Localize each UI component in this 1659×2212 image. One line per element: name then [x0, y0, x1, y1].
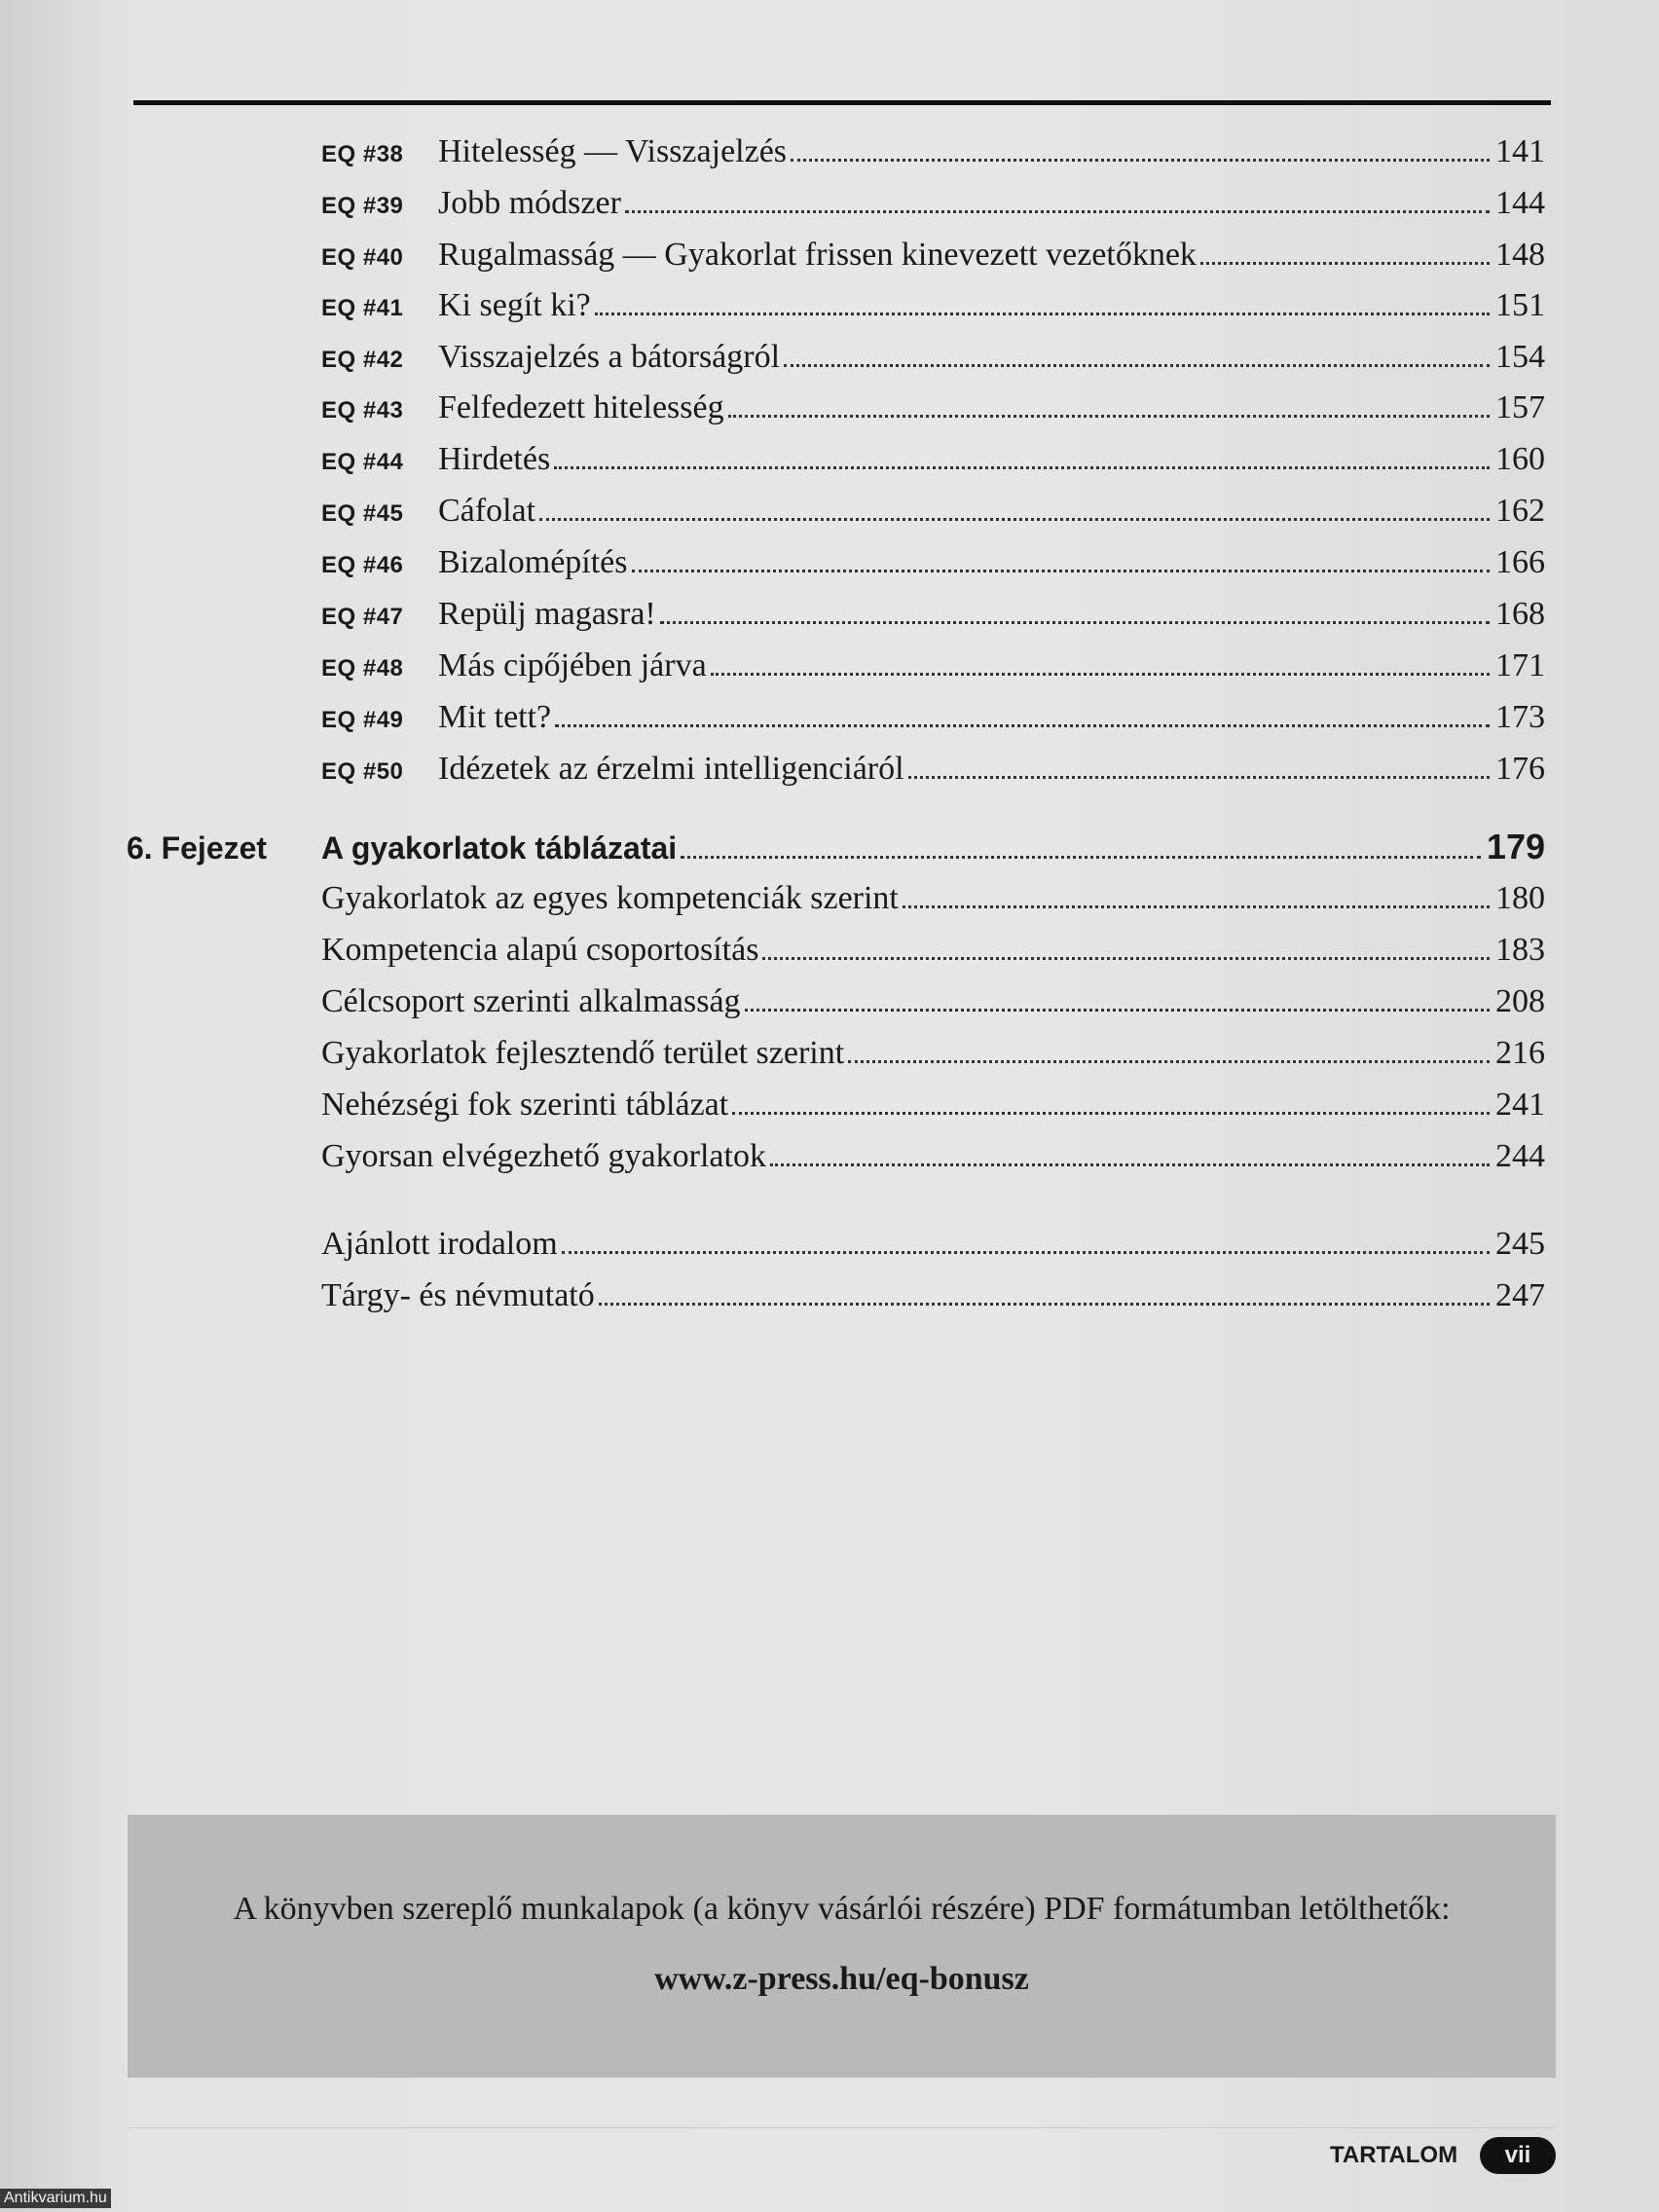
toc-entry [321, 1087, 1545, 1124]
watermark: Antikvarium.hu [0, 2189, 111, 2208]
leader-dots [791, 159, 1490, 162]
entry-title: Tárgy- és névmutató [321, 1277, 595, 1313]
entry-page: 241 [1495, 1087, 1545, 1123]
leader-dots [762, 957, 1490, 960]
leader-dots [632, 570, 1490, 572]
eq-label: EQ #50 [321, 758, 404, 785]
eq-label: EQ #44 [321, 449, 404, 475]
entry-title: Gyakorlatok fejlesztendő terület szerint [321, 1035, 845, 1071]
toc-entry [438, 699, 1545, 736]
entry-title: Kompetencia alapú csoportosítás [321, 932, 759, 968]
entry-page: 244 [1495, 1138, 1545, 1174]
leader-dots [539, 518, 1490, 521]
entry-page: 183 [1495, 932, 1545, 968]
leader-dots [732, 1112, 1490, 1115]
leader-dots [625, 210, 1490, 213]
leader-dots [562, 1251, 1490, 1254]
toc-entry [321, 1277, 1545, 1314]
entry-page: 154 [1495, 339, 1545, 375]
toc-entry [438, 185, 1545, 222]
leader-dots [711, 673, 1490, 676]
chapter-entry [321, 827, 1545, 867]
entry-page: 162 [1495, 493, 1545, 529]
toc-entry [438, 237, 1545, 274]
leader-dots [1200, 262, 1490, 265]
eq-label: EQ #38 [321, 141, 404, 167]
entry-title: Repülj magasra! [438, 596, 656, 632]
entry-title: Gyakorlatok az egyes kompetenciák szerint [321, 880, 899, 916]
entry-page: 171 [1495, 647, 1545, 683]
toc-entry [438, 287, 1545, 324]
download-url[interactable]: www.z-press.hu/eq-bonusz [654, 1961, 1029, 1997]
leader-dots [555, 724, 1490, 727]
entry-page: 166 [1495, 544, 1545, 580]
eq-label: EQ #48 [321, 655, 404, 682]
eq-label: EQ #47 [321, 604, 404, 630]
entry-page: 148 [1495, 237, 1545, 273]
toc-entry [438, 441, 1545, 478]
entry-title: Felfedezett hitelesség [438, 389, 724, 425]
chapter-page: 179 [1486, 827, 1545, 866]
entry-page: 168 [1495, 596, 1545, 632]
entry-page: 151 [1495, 287, 1545, 323]
toc-entry [321, 1138, 1545, 1175]
entry-title: Jobb módszer [438, 185, 621, 221]
toc-entry [438, 133, 1545, 170]
entry-title: Mit tett? [438, 699, 552, 735]
toc-entry [321, 983, 1545, 1020]
entry-page: 157 [1495, 389, 1545, 425]
toc-entry [321, 1226, 1545, 1263]
leader-dots [599, 1303, 1490, 1306]
eq-label: EQ #41 [321, 295, 404, 321]
info-text: A könyvben szereplő munkalapok (a könyv vásárlói részére) PDF formátumban letölthetők: [233, 1891, 1451, 1927]
entry-title: Ki segít ki? [438, 287, 591, 323]
entry-title: Idézetek az érzelmi intelligenciáról [438, 751, 904, 787]
entry-title: Rugalmasság — Gyakorlat frissen kinevezett vezetőknek [438, 237, 1197, 273]
eq-label: EQ #43 [321, 397, 404, 424]
eq-label: EQ #42 [321, 347, 404, 373]
leader-dots [908, 776, 1490, 779]
entry-title: Gyorsan elvégezhető gyakorlatok [321, 1138, 766, 1174]
leader-dots [728, 415, 1490, 418]
page-number-badge: vii [1480, 2137, 1556, 2174]
entry-page: 144 [1495, 185, 1545, 221]
eq-label: EQ #40 [321, 244, 404, 271]
entry-title: Visszajelzés a bátorságról [438, 339, 781, 375]
eq-label: EQ #49 [321, 707, 404, 733]
entry-title: Bizalomépítés [438, 544, 628, 580]
entry-title: Hitelesség — Visszajelzés [438, 133, 788, 169]
entry-page: 247 [1495, 1277, 1545, 1313]
chapter-title: A gyakorlatok táblázatai [321, 830, 678, 866]
top-rule [133, 100, 1551, 105]
entry-page: 160 [1495, 441, 1545, 477]
footer-section-label: TARTALOM [1330, 2142, 1458, 2168]
leader-dots [660, 621, 1490, 624]
leader-dots [554, 466, 1490, 469]
entry-page: 216 [1495, 1035, 1545, 1071]
entry-title: Más cipőjében járva [438, 647, 707, 683]
entry-page: 208 [1495, 983, 1545, 1019]
leader-dots [681, 856, 1481, 859]
eq-label: EQ #46 [321, 552, 404, 578]
leader-dots [784, 364, 1490, 367]
entry-page: 245 [1495, 1226, 1545, 1262]
entry-page: 173 [1495, 699, 1545, 735]
toc-entry [438, 339, 1545, 376]
toc-entry [438, 751, 1545, 788]
leader-dots [595, 313, 1490, 315]
toc-entry [321, 1035, 1545, 1072]
toc-entry [438, 544, 1545, 581]
download-info-box [128, 1815, 1556, 2078]
toc-entry [438, 647, 1545, 684]
toc-entry [438, 389, 1545, 426]
entry-title: Célcsoport szerinti alkalmasság [321, 983, 741, 1019]
leader-dots [848, 1060, 1490, 1063]
entry-title: Cáfolat [438, 493, 536, 529]
eq-label: EQ #39 [321, 193, 404, 219]
toc-entry [438, 493, 1545, 530]
eq-label: EQ #45 [321, 500, 404, 527]
leader-dots [903, 905, 1490, 908]
entry-page: 176 [1495, 751, 1545, 787]
footer-rule [128, 2127, 1556, 2128]
chapter-label: 6. Fejezet [127, 830, 268, 866]
leader-dots [770, 1163, 1490, 1166]
leader-dots [745, 1009, 1490, 1012]
entry-title: Nehézségi fok szerinti táblázat [321, 1087, 729, 1123]
entry-page: 141 [1495, 133, 1545, 169]
entry-title: Hirdetés [438, 441, 551, 477]
toc-entry [438, 596, 1545, 633]
entry-page: 180 [1495, 880, 1545, 916]
toc-entry [321, 932, 1545, 969]
toc-entry [321, 880, 1545, 917]
entry-title: Ajánlott irodalom [321, 1226, 558, 1262]
